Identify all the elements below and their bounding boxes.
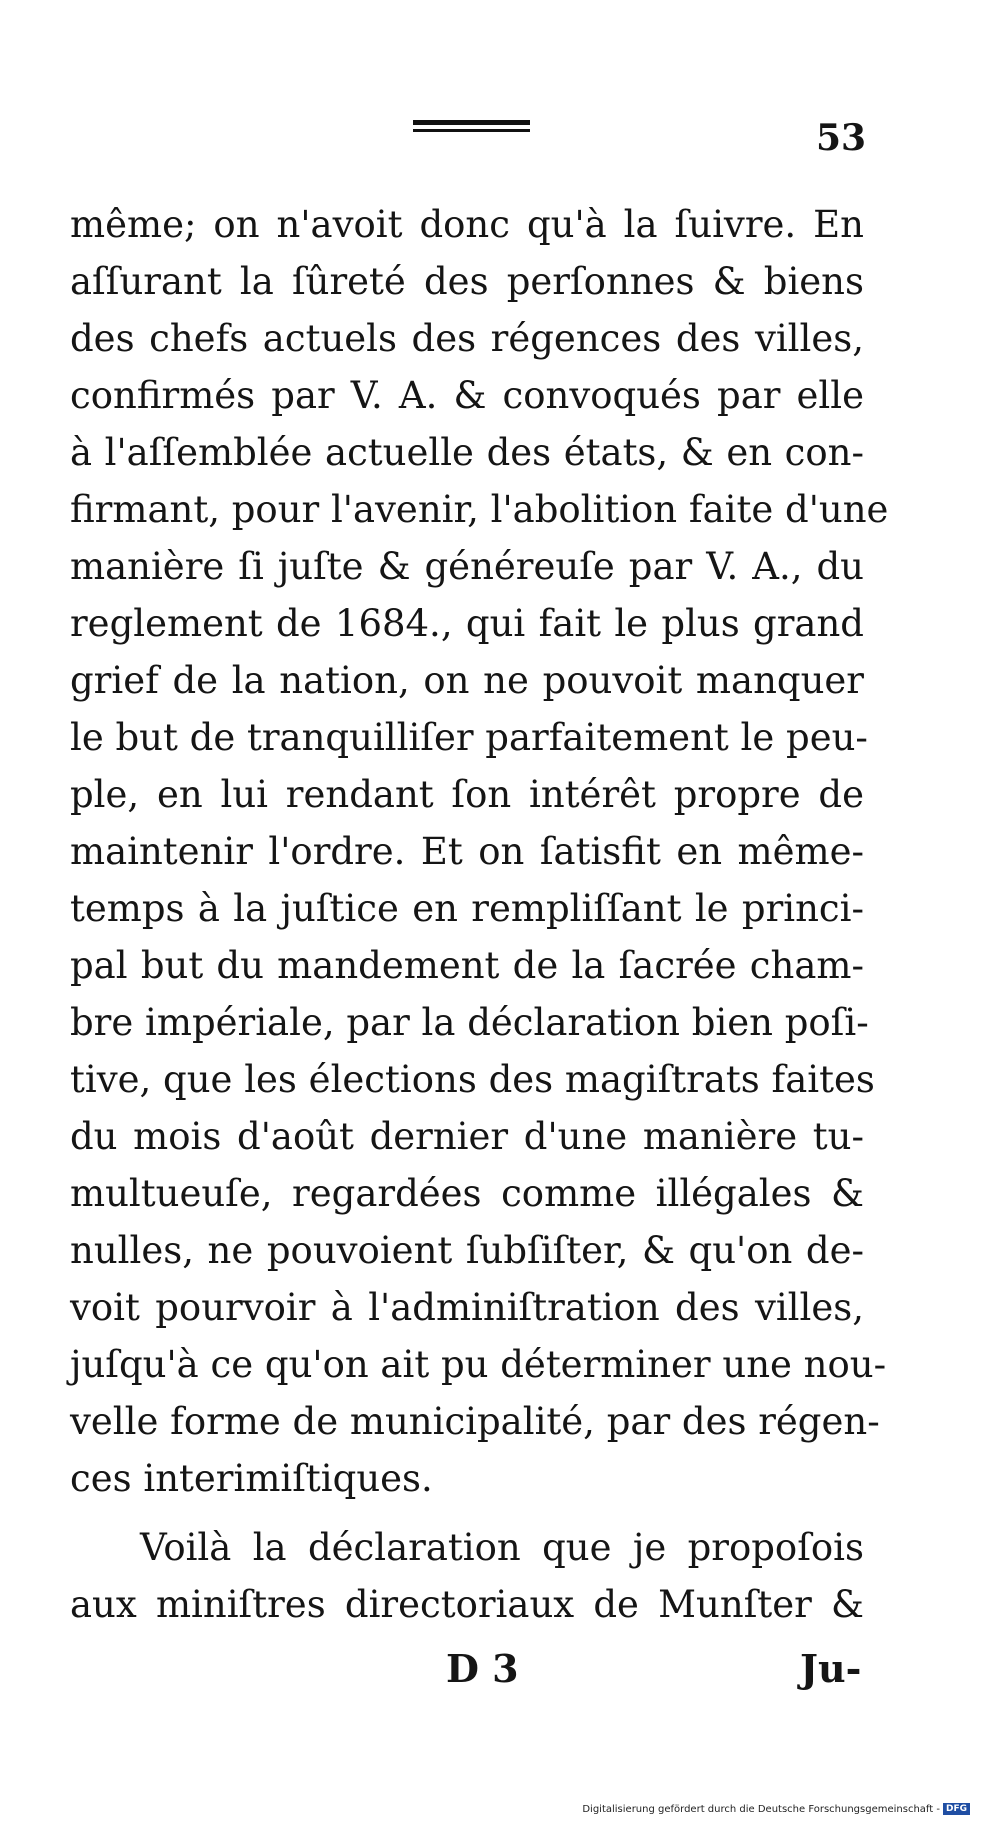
digitization-credit-text: Digitalisierung gefördert durch die Deutsche Forschungsgemeinschaft - (582, 1803, 940, 1815)
paragraph-2-line: Voilà la déclaration que je propoſois (140, 1526, 864, 1569)
header-rule-thin-bar (413, 129, 530, 132)
digitization-credit (582, 1803, 970, 1815)
body-line: firmant, pour l'avenir, l'abolition faite d'une (70, 488, 889, 531)
body-line: des chefs actuels des régences des villes, (70, 317, 864, 360)
body-line: aſſurant la ſûreté des perſonnes & biens (70, 260, 864, 303)
signature-mark: D 3 (446, 1646, 519, 1691)
text-body (70, 196, 889, 1633)
paragraph-2-line: aux miniſtres directoriaux de Munſter & (70, 1583, 864, 1626)
dfg-logo: DFG (943, 1803, 970, 1815)
body-line: même; on n'avoit donc qu'à la ſuivre. En (70, 203, 864, 246)
page-number: 53 (816, 117, 867, 159)
body-line: maintenir l'ordre. Et on ſatisfit en même- (70, 830, 864, 873)
body-line: reglement de 1684., qui fait le plus grand (70, 602, 864, 645)
body-line: velle forme de municipalité, par des régen- (70, 1400, 880, 1443)
catchword: Ju- (800, 1646, 862, 1691)
body-line: nulles, ne pouvoient ſubſiſter, & qu'on de- (70, 1229, 864, 1272)
header-rule-thick-bar (413, 120, 530, 125)
body-line: multueuſe, regardées comme illégales & (70, 1172, 864, 1215)
paragraph-gap (70, 1507, 864, 1519)
body-line: du mois d'août dernier d'une manière tu- (70, 1115, 864, 1158)
header-rule (413, 120, 530, 134)
body-line: à l'aſſemblée actuelle des états, & en con- (70, 431, 864, 474)
body-line: manière ſi juſte & généreuſe par V. A., du (70, 545, 864, 588)
body-line: temps à la juſtice en rempliſſant le princi- (70, 887, 864, 930)
body-line: juſqu'à ce qu'on ait pu déterminer une nou- (70, 1343, 887, 1386)
body-line: tive, que les élections des magiſtrats faites (70, 1058, 875, 1101)
body-line: voit pourvoir à l'adminiſtration des villes, (70, 1286, 864, 1329)
body-line: grief de la nation, on ne pouvoit manquer (70, 659, 864, 702)
body-line: ces interimiſtiques. (70, 1457, 433, 1500)
body-line: le but de tranquilliſer parfaitement le peu- (70, 716, 868, 759)
body-line: pal but du mandement de la ſacrée cham- (70, 944, 864, 987)
body-line: confirmés par V. A. & convoqués par elle (70, 374, 864, 417)
body-line: ple, en lui rendant ſon intérêt propre de (70, 773, 864, 816)
body-line: bre impériale, par la déclaration bien poſi- (70, 1001, 869, 1044)
